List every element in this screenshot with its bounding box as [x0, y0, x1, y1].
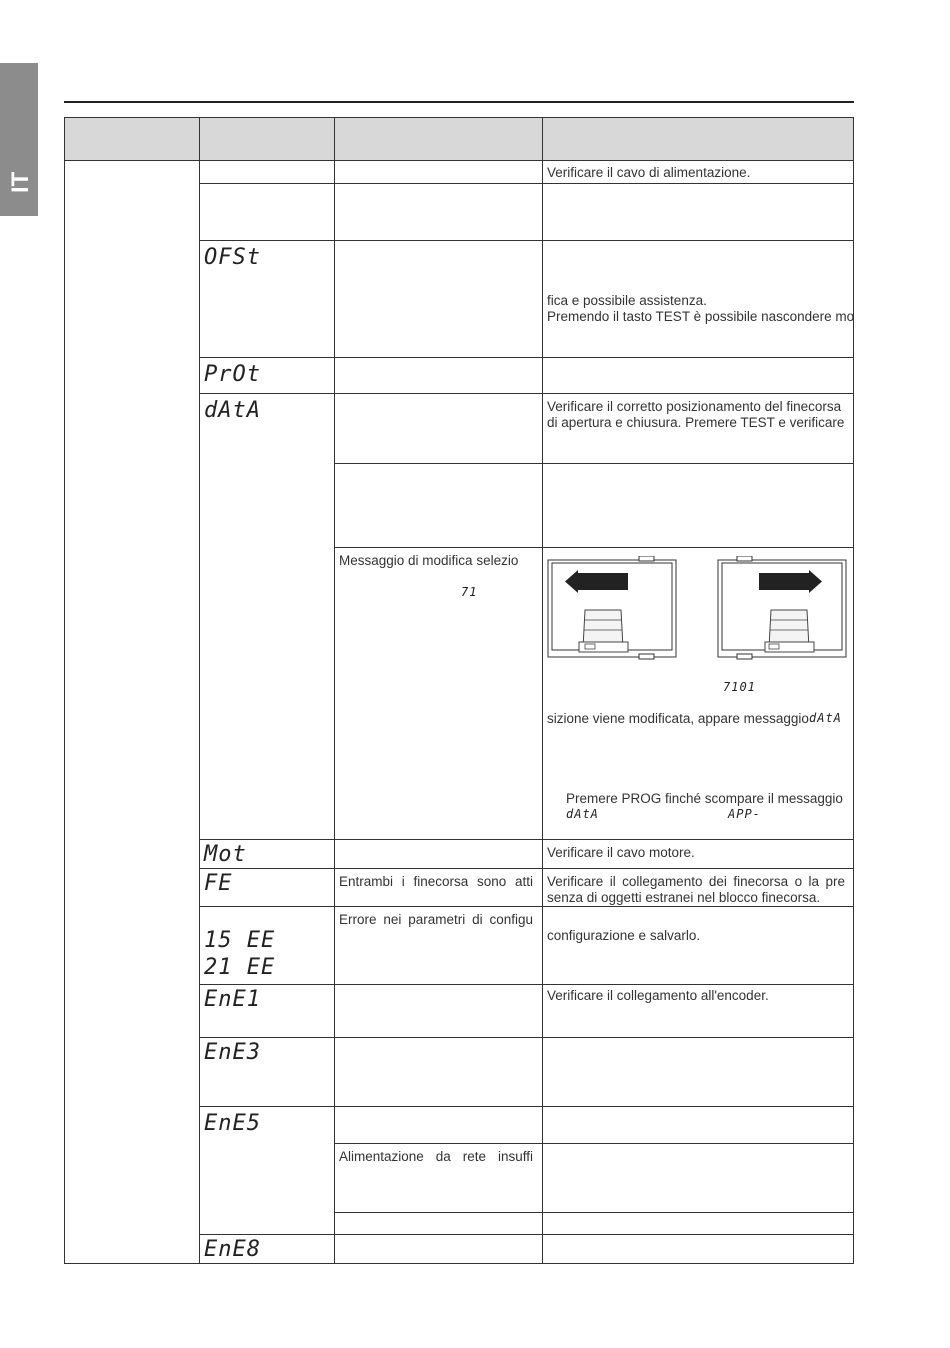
code-cell-ofst [199, 240, 335, 358]
remedy-cell-ene1 [542, 984, 854, 1038]
remedy-text: Verificare il cavo di alimentazione. [547, 165, 751, 180]
cause-cell-data-3 [334, 547, 543, 840]
cause-text: Errore nei parametri di configu [339, 912, 533, 927]
cause-cell-ene3 [334, 1037, 543, 1107]
cause-cell-mot [334, 839, 543, 869]
cause-cell-ene1 [334, 984, 543, 1038]
remedy-cell-mot [542, 839, 854, 869]
code-cell-mot [199, 839, 335, 869]
figure-code: 7101 [723, 680, 756, 694]
remedy-text: sizione viene modificata, appare messaggio [547, 711, 809, 726]
remedy-text: Verificare il collegamento all'encoder. [547, 988, 769, 1003]
remedy-text: Verificare il collegamento dei finecorsa o la pre [547, 874, 845, 889]
code-cell-prot [199, 357, 335, 394]
cause-code: 71 [461, 585, 478, 599]
remedy-cell-ene5-1 [542, 1106, 854, 1144]
cause-cell-data-1 [334, 393, 543, 464]
remedy-cell-ene5-3 [542, 1212, 854, 1235]
remedy-text: Premendo il tasto TEST è possibile nascondere mo [547, 309, 855, 324]
cause-cell-ofst [334, 240, 543, 358]
header-cell-3 [334, 117, 543, 161]
cause-cell-ene8 [334, 1234, 543, 1264]
code-cell-power [199, 160, 335, 184]
error-code-ofst: OFSt [204, 245, 261, 270]
category-cell [64, 160, 200, 1264]
error-code-ene5: EnE5 [204, 1111, 261, 1136]
remedy-code: dAtA [566, 807, 599, 821]
remedy-cell-ene5-2 [542, 1143, 854, 1213]
cause-text: Entrambi i finecorsa sono atti [339, 874, 533, 889]
header-cell-1 [64, 117, 200, 161]
error-code-ee-2: 21 EE [204, 955, 276, 980]
remedy-cell-data-3 [542, 547, 854, 840]
remedy-cell-prot [542, 357, 854, 394]
error-code-fe: FE [204, 871, 233, 896]
remedy-text: configurazione e salvarlo. [547, 928, 701, 943]
cause-text: Alimentazione da rete insuffi [339, 1149, 533, 1164]
remedy-text: di apertura e chiusura. Premere TEST e verificare [547, 415, 845, 430]
cause-cell-ene5-1 [334, 1106, 543, 1144]
remedy-code: APP- [728, 807, 761, 821]
cause-cell-ee [334, 906, 543, 985]
code-cell-row2 [199, 183, 335, 241]
header-rule [64, 101, 854, 103]
code-cell-ene5 [199, 1106, 335, 1235]
error-code-ee-1: 15 EE [204, 928, 276, 953]
remedy-cell-ene3 [542, 1037, 854, 1107]
cause-cell-prot [334, 357, 543, 394]
troubleshooting-table [64, 117, 854, 1264]
code-cell-ene8 [199, 1234, 335, 1264]
code-cell-ee [199, 906, 335, 985]
language-tab [0, 63, 38, 216]
gate-opening-right-figure [715, 556, 849, 661]
header-cell-2 [199, 117, 335, 161]
remedy-cell-ofst [542, 240, 854, 358]
cause-cell-power [334, 160, 543, 184]
remedy-text: senza di oggetti estranei nel blocco finecorsa. [547, 890, 821, 905]
language-label: IT [7, 171, 34, 193]
remedy-cell-fe [542, 868, 854, 907]
code-cell-data [199, 393, 335, 840]
remedy-cell-ene8 [542, 1234, 854, 1264]
code-cell-ene3 [199, 1037, 335, 1107]
remedy-code: dAtA [809, 711, 842, 725]
error-code-mot: Mot [204, 842, 247, 867]
remedy-cell-data-2 [542, 463, 854, 548]
cause-cell-ene5-2 [334, 1143, 543, 1213]
error-code-ene3: EnE3 [204, 1040, 261, 1065]
remedy-cell-row2 [542, 183, 854, 241]
code-cell-ene1 [199, 984, 335, 1038]
code-cell-fe [199, 868, 335, 907]
remedy-text: Verificare il corretto posizionamento del finecorsa [547, 399, 842, 414]
remedy-text: Verificare il cavo motore. [547, 845, 695, 860]
remedy-cell-power [542, 160, 854, 184]
remedy-cell-ee [542, 906, 854, 985]
error-code-data: dAtA [204, 398, 261, 423]
cause-cell-fe [334, 868, 543, 907]
error-code-ene8: EnE8 [204, 1237, 261, 1262]
error-code-prot: PrOt [204, 362, 261, 387]
remedy-cell-data-1 [542, 393, 854, 464]
gate-closing-left-figure [547, 556, 679, 661]
header-cell-4 [542, 117, 854, 161]
cause-cell-ene5-3 [334, 1212, 543, 1235]
remedy-text: fica e possibile assistenza. [547, 293, 707, 308]
cause-text: Messaggio di modifica selezio [339, 553, 519, 568]
cause-cell-data-2 [334, 463, 543, 548]
error-code-ene1: EnE1 [204, 987, 261, 1012]
cause-cell-row2 [334, 183, 543, 241]
remedy-text: Premere PROG finché scompare il messaggio [566, 791, 843, 806]
